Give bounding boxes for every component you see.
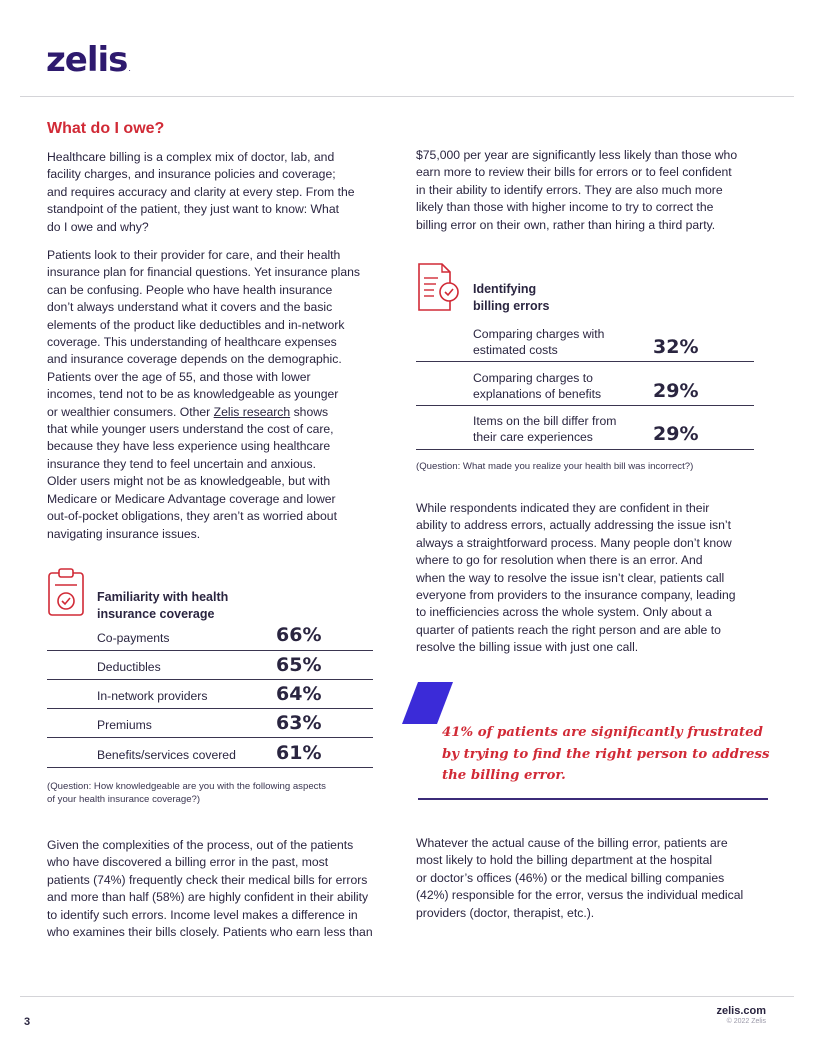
billing-errors-row: Comparing charges to explanations of benefits 29% [416, 362, 754, 406]
header-divider [20, 96, 794, 97]
familiarity-row: Benefits/services covered 61% [47, 738, 373, 768]
footer-copyright: © 2022 Zelis [726, 1018, 766, 1025]
billing-errors-row: Comparing charges with estimated costs 32% [416, 325, 754, 362]
zelis-logo[interactable]: zelis. [46, 40, 130, 80]
left-paragraph-2: Patients look to their provider for care, and their health insurance plan for financial questions. Yet insurance plans can be confusing. People who have health insurance don’t always understand what it covers and the basic elements of the product like deductibles and in-network coverage. This understanding of healthcare expenses and insurance coverage depends on the demographic. Patients over the age of 55, and those with lower incomes, tend not to be as knowledgeable as younger or wealthier consumers. Other Zelis research shows that while younger users understand the cost of care, because they have less experience using healthcare insurance they tend to feel uncertain and anxious. Older users might not be as knowledgeable, but with Medicare or Medicare Advantage coverage and lower out-of-pocket obligations, they aren’t as worried about navigating insurance issues. [47, 248, 361, 541]
document-check-icon [416, 262, 462, 314]
pull-quote-divider [418, 798, 768, 800]
familiarity-row: Premiums 63% [47, 709, 373, 738]
page-heading: What do I owe? [47, 120, 165, 137]
slash-accent-icon [402, 682, 454, 724]
right-paragraph-1: $75,000 per year are significantly less likely than those who earn more to review their bills for errors or to feel confident in their ability to identify errors. They are also much more likely than those with higher income to try to correct the billing error on their own, rather than hiring a third party. [416, 148, 738, 232]
footer-divider [20, 996, 794, 997]
clipboard-check-icon [47, 567, 85, 617]
zelis-research-link[interactable]: Zelis research [213, 404, 291, 419]
left-paragraph-1: Healthcare billing is a complex mix of doctor, lab, and facility charges, and insurance policies and coverage; and requires accuracy and clarity at every step. From the standpoint of the patient, they just want to know: What do I owe and why? [47, 150, 355, 234]
billing-errors-title: Identifying billing errors [473, 282, 550, 313]
familiarity-title: Familiarity with health insurance coverage [97, 590, 229, 621]
page-number: 3 [24, 1016, 31, 1028]
familiarity-row: Co-payments 66% [47, 624, 373, 651]
billing-errors-question: (Question: What made you realize your health bill was incorrect?) [416, 461, 694, 472]
left-paragraph-3: Given the complexities of the process, out of the patients who have discovered a billing error in the past, most patients (74%) frequently check their medical bills for errors and more than half (58%) are highly confident in their ability to identify such errors. Income level makes a difference in who examines their bills closely. Patients who earn less than [47, 838, 373, 940]
familiarity-row: In-network providers 64% [47, 680, 373, 709]
familiarity-question: (Question: How knowledgeable are you with the following aspects of your health insurance coverage?) [47, 781, 326, 805]
familiarity-row: Deductibles 65% [47, 651, 373, 680]
right-paragraph-2: While respondents indicated they are confident in their ability to address errors, actually addressing the issue isn’t always a straightforward process. Many people don’t know where to go for resolution when there is an error. And when the way to resolve the issue isn’t clear, patients call everyone from providers to the insurance company, leading to inefficiencies across the whole system. Only about a quarter of patients reach the right person and are able to resolve the billing issue with just one call. [416, 501, 736, 655]
pull-quote: 41% of patients are significantly frustrated by trying to find the right person to address the billing error. [442, 725, 770, 783]
billing-errors-row: Items on the bill differ from their care experiences 29% [416, 406, 754, 450]
footer-site-link[interactable]: zelis.com [716, 1005, 766, 1017]
right-paragraph-3: Whatever the actual cause of the billing error, patients are most likely to hold the billing department at the hospital or doctor’s offices (46%) or the medical billing companies (42%) responsible for the error, versus the individual medical providers (doctor, therapist, etc.). [416, 836, 744, 920]
